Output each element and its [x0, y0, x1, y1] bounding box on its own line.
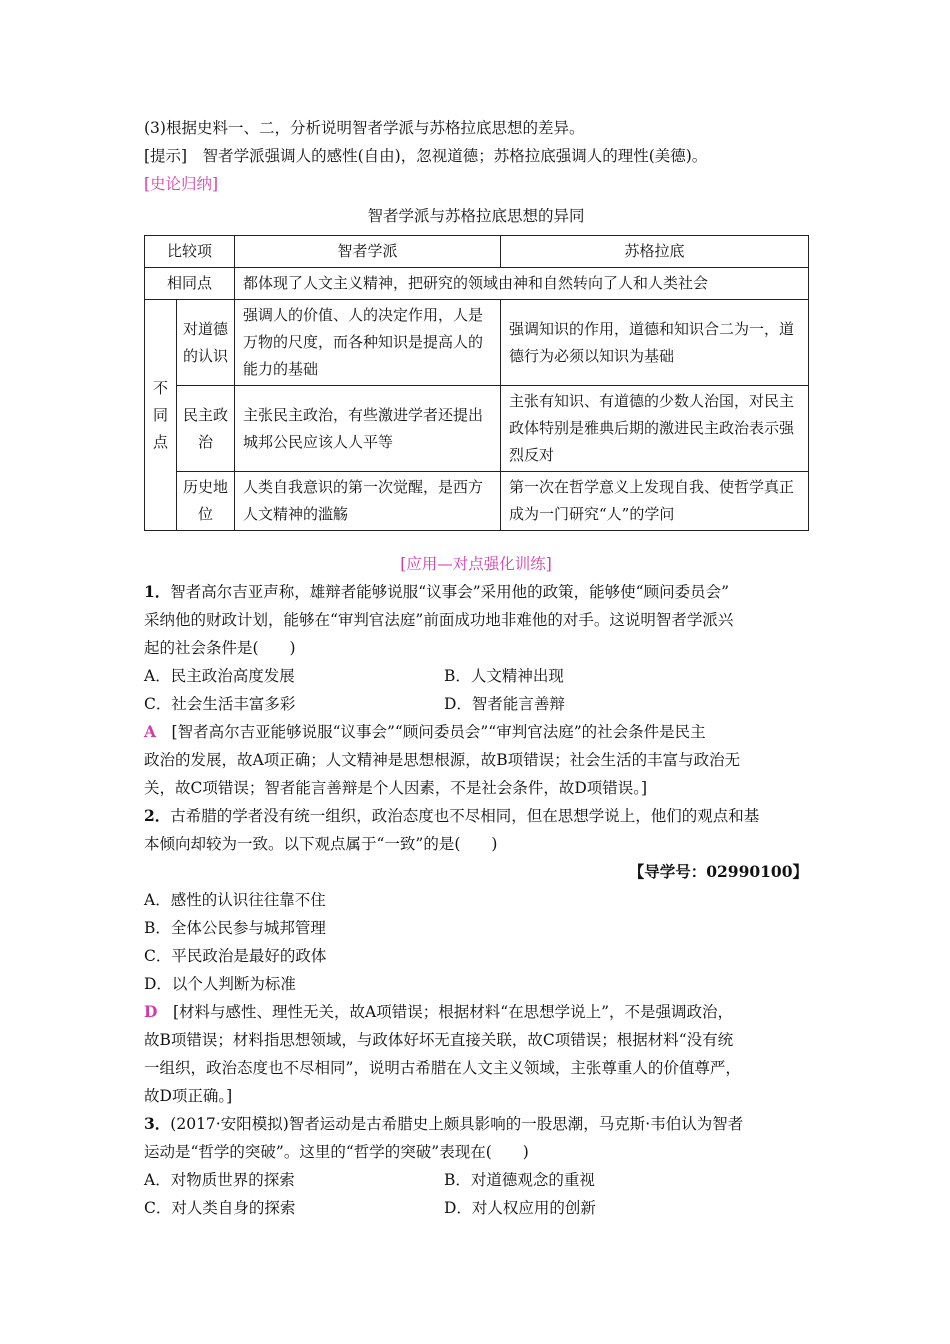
- cell-sophists: 人类自我意识的第一次觉醒，是西方人文精神的滥觞: [235, 472, 501, 531]
- q1-explanation-line: A [智者高尔吉亚能够说服“议事会”“顾问委员会”“审判官法庭”的社会条件是民主: [144, 722, 706, 741]
- q2-line: 2．古希腊的学者没有统一组织，政治态度也不尽相同，但在思想学说上，他们的观点和基: [144, 806, 760, 825]
- table-row-same: [145, 268, 809, 300]
- q1-explanation-line: 关，故C项错误；智者能言善辩是个人因素，不是社会条件，故D项错误。]: [144, 779, 648, 797]
- q3-line: 运动是“哲学的突破”。这里的“哲学的突破”表现在( ): [144, 1143, 529, 1161]
- q2-explanation-line: 故D项正确。]: [144, 1087, 233, 1105]
- diff-label: 不同点: [145, 300, 177, 531]
- q1-option-d: D．智者能言善辩: [444, 695, 565, 713]
- question-3-text: (3)根据史料一、二，分析说明智者学派与苏格拉底思想的差异。: [144, 119, 585, 137]
- table-header-row: [145, 236, 809, 268]
- q2-option-c: C．平民政治是最好的政体: [144, 947, 327, 965]
- q2-number: 2．: [144, 806, 171, 825]
- q1-option-a: A．民主政治高度发展: [144, 667, 295, 685]
- q2-line: 本倾向却较为一致。以下观点属于“一致”的是( ): [144, 835, 498, 853]
- q3-option-c: C．对人类自身的探索: [144, 1199, 296, 1217]
- q3-number: 3．: [144, 1114, 171, 1133]
- q1-option-b: B．人文精神出现: [444, 667, 564, 685]
- q1-line: 1．智者高尔吉亚声称，雄辩者能够说服“议事会”采用他的政策，能够使“顾问委员会”: [144, 582, 729, 601]
- q1-answer: A: [144, 722, 157, 741]
- table-row: [145, 300, 809, 386]
- q2-explanation-line: 一组织，政治态度也不尽相同”，说明古希腊在人文主义领域，主张尊重人的价值尊严，: [144, 1059, 741, 1077]
- q1-explanation-line: 政治的发展，故A项正确；人文精神是思想根源，故B项错误；社会生活的丰富与政治无: [144, 751, 741, 769]
- table-row: [145, 386, 809, 472]
- q1-option-c: C．社会生活丰富多彩: [144, 695, 296, 713]
- section-tag-training: [应用—对点强化训练]: [400, 555, 552, 573]
- q3-option-b: B．对道德观念的重视: [444, 1171, 595, 1189]
- q1-line: 采纳他的财政计划，能够在“审判官法庭”前面成功地非难他的对手。这说明智者学派兴: [144, 611, 734, 629]
- q1-line: 起的社会条件是( ): [144, 639, 296, 657]
- same-text: 都体现了人文主义精神，把研究的领域由神和自然转向了人和人类社会: [235, 268, 809, 300]
- cell-socrates: 第一次在哲学意义上发现自我、使哲学真正成为一门研究“人”的学问: [501, 472, 809, 531]
- q2-code: 【导学号：02990100】: [628, 862, 808, 881]
- row-label: 对道德的认识: [177, 300, 235, 386]
- cell-sophists: 强调人的价值、人的决定作用，人是万物的尺度，而各种知识是提高人的能力的基础: [235, 300, 501, 386]
- header-compare: 比较项: [145, 236, 235, 268]
- header-sophists: 智者学派: [235, 236, 501, 268]
- q3-option-d: D．对人权应用的创新: [444, 1199, 596, 1217]
- q2-explanation-line: D [材料与感性、理性无关，故A项错误；根据材料“在思想学说上”，不是强调政治，: [144, 1002, 734, 1021]
- q2-option-b: B．全体公民参与城邦管理: [144, 919, 326, 937]
- table-row: [145, 472, 809, 531]
- q3-line: 3．(2017·安阳模拟)智者运动是古希腊史上颇具影响的一股思潮，马克斯·韦伯认为智者: [144, 1114, 744, 1133]
- q2-explanation-line: 故B项错误；材料指思想领域，与政体好坏无直接关联，故C项错误；根据材料“没有统: [144, 1031, 734, 1049]
- hint-text: [提示] 智者学派强调人的感性(自由)，忽视道德；苏格拉底强调人的理性(美德)。: [144, 147, 708, 165]
- table-caption: 智者学派与苏格拉底思想的异同: [367, 207, 585, 225]
- section-tag-summary: [史论归纳]: [144, 175, 219, 193]
- row-label: 民主政治: [177, 386, 235, 472]
- q2-option-a: A．感性的认识往往靠不住: [144, 891, 326, 909]
- q2-option-d: D．以个人判断为标准: [144, 975, 296, 993]
- q2-answer: D: [144, 1002, 158, 1021]
- q3-option-a: A．对物质世界的探索: [144, 1171, 295, 1189]
- cell-socrates: 强调知识的作用，道德和知识合二为一，道德行为必须以知识为基础: [501, 300, 809, 386]
- row-label: 历史地位: [177, 472, 235, 531]
- q1-number: 1．: [144, 582, 171, 601]
- same-label: 相同点: [145, 268, 235, 300]
- comparison-table: [144, 235, 809, 531]
- cell-sophists: 主张民主政治，有些激进学者还提出城邦公民应该人人平等: [235, 386, 501, 472]
- cell-socrates: 主张有知识、有道德的少数人治国，对民主政体特别是雅典后期的激进民主政治表示强烈反对: [501, 386, 809, 472]
- header-socrates: 苏格拉底: [501, 236, 809, 268]
